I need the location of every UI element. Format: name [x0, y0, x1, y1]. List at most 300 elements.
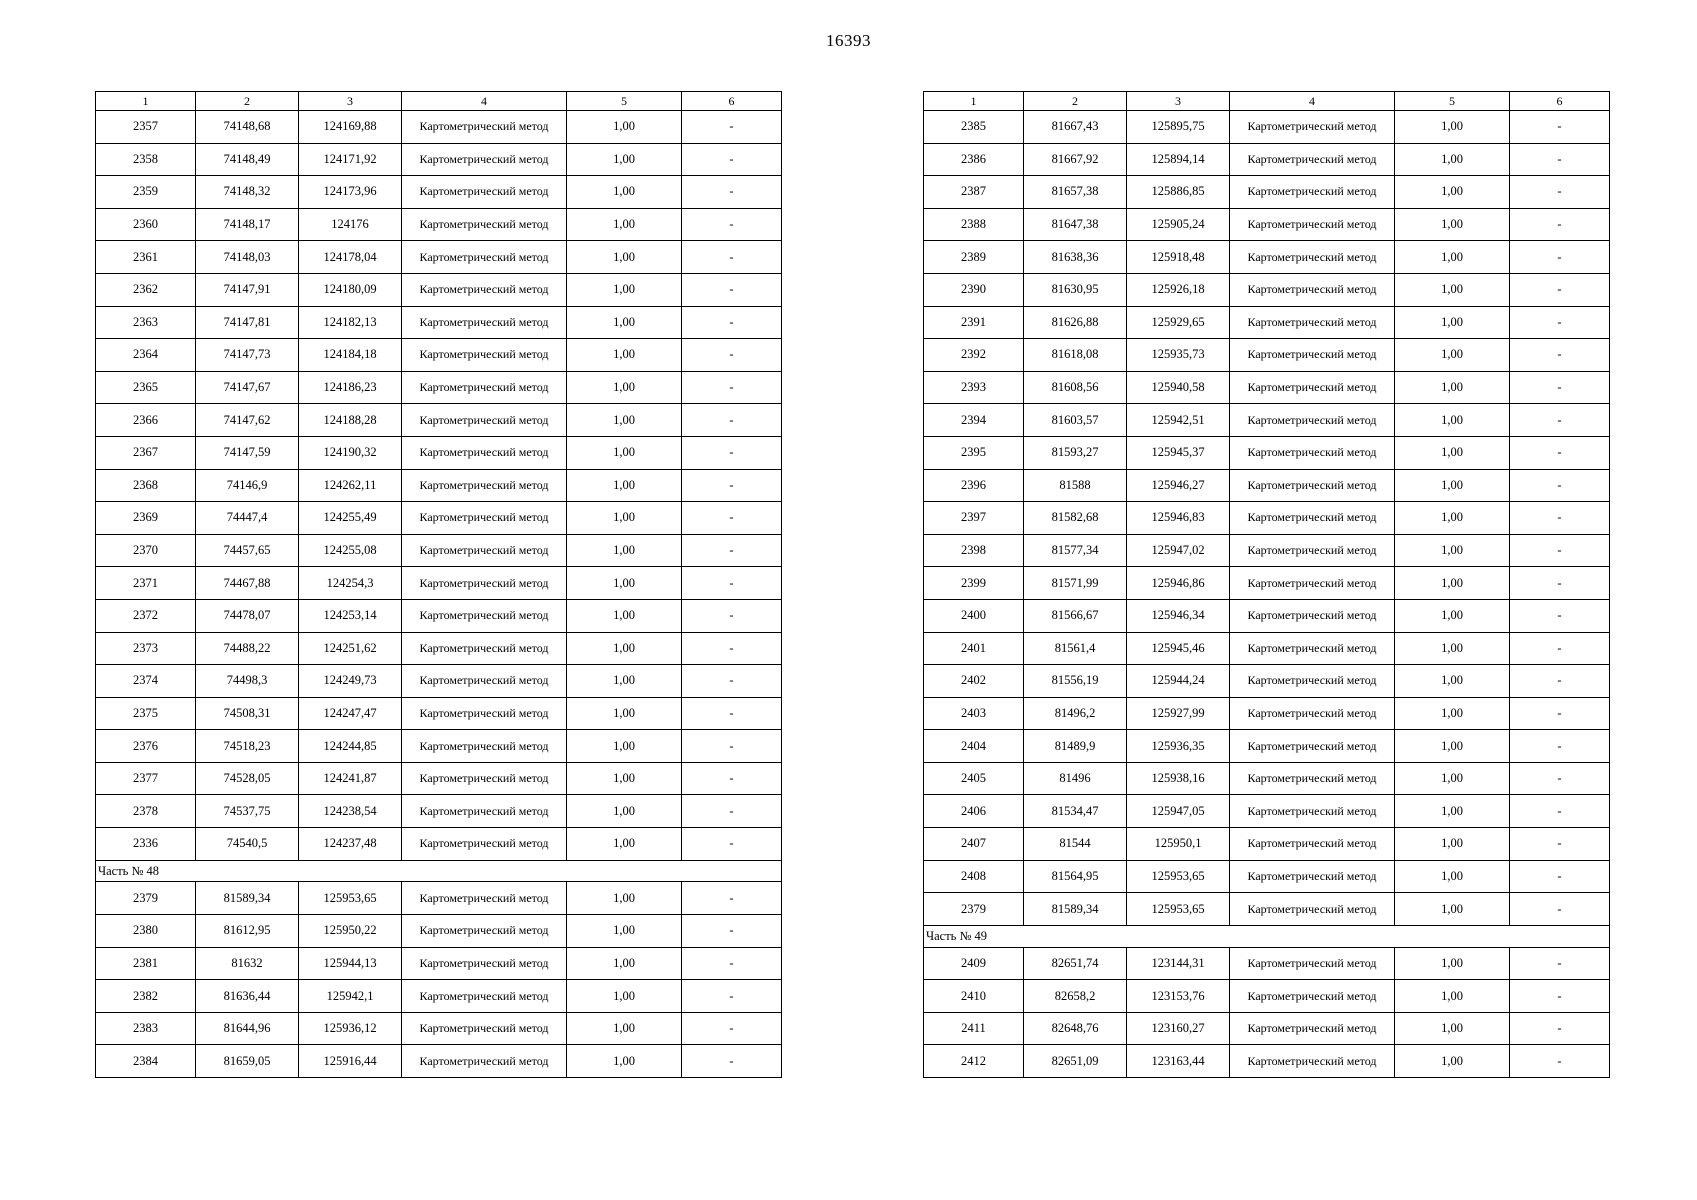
table-row — [924, 436, 1610, 469]
point-number-cell: 2384 — [96, 1045, 196, 1078]
x-coordinate-cell: 81496,2 — [1024, 697, 1127, 730]
table-header-row — [924, 92, 1610, 111]
note-cell: - — [682, 828, 782, 861]
x-coordinate-cell: 81603,57 — [1024, 404, 1127, 437]
accuracy-cell: 1,00 — [567, 795, 682, 828]
method-cell: Картометрический метод — [402, 697, 567, 730]
x-coordinate-cell: 81636,44 — [196, 980, 299, 1013]
x-coordinate-cell: 81589,34 — [1024, 893, 1127, 926]
note-cell: - — [682, 632, 782, 665]
method-cell: Картометрический метод — [402, 436, 567, 469]
x-coordinate-cell: 81577,34 — [1024, 534, 1127, 567]
method-cell: Картометрический метод — [402, 947, 567, 980]
x-coordinate-cell: 82651,74 — [1024, 947, 1127, 980]
point-number-cell: 2389 — [924, 241, 1024, 274]
y-coordinate-cell: 125946,27 — [1127, 469, 1230, 502]
y-coordinate-cell: 124262,11 — [299, 469, 402, 502]
y-coordinate-cell: 125944,13 — [299, 947, 402, 980]
table-row — [96, 828, 782, 861]
point-number-cell: 2381 — [96, 947, 196, 980]
y-coordinate-cell: 125953,65 — [1127, 893, 1230, 926]
note-cell: - — [1510, 697, 1610, 730]
point-number-cell: 2390 — [924, 273, 1024, 306]
table-row — [924, 208, 1610, 241]
table-row — [96, 567, 782, 600]
note-cell: - — [682, 1012, 782, 1045]
x-coordinate-cell: 74147,81 — [196, 306, 299, 339]
y-coordinate-cell: 124247,47 — [299, 697, 402, 730]
method-cell: Картометрический метод — [402, 730, 567, 763]
point-number-cell: 2371 — [96, 567, 196, 600]
method-cell: Картометрический метод — [1230, 111, 1395, 144]
point-number-cell: 2358 — [96, 143, 196, 176]
table-row — [924, 665, 1610, 698]
note-cell: - — [1510, 502, 1610, 535]
y-coordinate-cell: 124186,23 — [299, 371, 402, 404]
x-coordinate-cell: 81657,38 — [1024, 176, 1127, 209]
table-row — [924, 469, 1610, 502]
y-coordinate-cell: 124255,49 — [299, 502, 402, 535]
column-header: 6 — [682, 92, 782, 111]
note-cell: - — [1510, 1012, 1610, 1045]
point-number-cell: 2397 — [924, 502, 1024, 535]
accuracy-cell: 1,00 — [1395, 1045, 1510, 1078]
y-coordinate-cell: 125935,73 — [1127, 339, 1230, 372]
point-number-cell: 2359 — [96, 176, 196, 209]
x-coordinate-cell: 74148,49 — [196, 143, 299, 176]
note-cell: - — [682, 339, 782, 372]
note-cell: - — [682, 371, 782, 404]
accuracy-cell: 1,00 — [1395, 371, 1510, 404]
y-coordinate-cell: 125947,05 — [1127, 795, 1230, 828]
x-coordinate-cell: 74147,73 — [196, 339, 299, 372]
note-cell: - — [1510, 599, 1610, 632]
page-number: 16393 — [826, 31, 871, 50]
note-cell: - — [682, 567, 782, 600]
y-coordinate-cell: 124180,09 — [299, 273, 402, 306]
note-cell: - — [1510, 632, 1610, 665]
y-coordinate-cell: 125936,35 — [1127, 730, 1230, 763]
method-cell: Картометрический метод — [1230, 1045, 1395, 1078]
table-row — [924, 371, 1610, 404]
y-coordinate-cell: 124255,08 — [299, 534, 402, 567]
method-cell: Картометрический метод — [402, 882, 567, 915]
x-coordinate-cell: 81659,05 — [196, 1045, 299, 1078]
note-cell: - — [682, 1045, 782, 1078]
x-coordinate-cell: 74147,62 — [196, 404, 299, 437]
note-cell: - — [682, 176, 782, 209]
x-coordinate-cell: 74457,65 — [196, 534, 299, 567]
table-row — [96, 436, 782, 469]
method-cell: Картометрический метод — [402, 208, 567, 241]
x-coordinate-cell: 74147,91 — [196, 273, 299, 306]
method-cell: Картометрический метод — [1230, 534, 1395, 567]
x-coordinate-cell: 82658,2 — [1024, 980, 1127, 1013]
accuracy-cell: 1,00 — [567, 143, 682, 176]
note-cell: - — [1510, 143, 1610, 176]
method-cell: Картометрический метод — [1230, 828, 1395, 861]
x-coordinate-cell: 81667,43 — [1024, 111, 1127, 144]
column-header: 4 — [1230, 92, 1395, 111]
y-coordinate-cell: 125918,48 — [1127, 241, 1230, 274]
x-coordinate-cell: 81582,68 — [1024, 502, 1127, 535]
accuracy-cell: 1,00 — [567, 436, 682, 469]
method-cell: Картометрический метод — [402, 1045, 567, 1078]
accuracy-cell: 1,00 — [567, 273, 682, 306]
accuracy-cell: 1,00 — [567, 241, 682, 274]
note-cell: - — [1510, 208, 1610, 241]
method-cell: Картометрический метод — [402, 567, 567, 600]
method-cell: Картометрический метод — [402, 1012, 567, 1045]
y-coordinate-cell: 125942,51 — [1127, 404, 1230, 437]
table-row — [96, 502, 782, 535]
y-coordinate-cell: 125886,85 — [1127, 176, 1230, 209]
x-coordinate-cell: 81566,67 — [1024, 599, 1127, 632]
accuracy-cell: 1,00 — [1395, 306, 1510, 339]
x-coordinate-cell: 81544 — [1024, 828, 1127, 861]
accuracy-cell: 1,00 — [1395, 860, 1510, 893]
accuracy-cell: 1,00 — [567, 730, 682, 763]
table-row — [96, 795, 782, 828]
point-number-cell: 2369 — [96, 502, 196, 535]
accuracy-cell: 1,00 — [567, 306, 682, 339]
accuracy-cell: 1,00 — [1395, 436, 1510, 469]
point-number-cell: 2336 — [96, 828, 196, 861]
point-number-cell: 2370 — [96, 534, 196, 567]
table-row — [924, 599, 1610, 632]
accuracy-cell: 1,00 — [1395, 893, 1510, 926]
note-cell: - — [682, 241, 782, 274]
method-cell: Картометрический метод — [1230, 697, 1395, 730]
table-row — [96, 176, 782, 209]
x-coordinate-cell: 74518,23 — [196, 730, 299, 763]
method-cell: Картометрический метод — [402, 632, 567, 665]
accuracy-cell: 1,00 — [1395, 795, 1510, 828]
x-coordinate-cell: 81534,47 — [1024, 795, 1127, 828]
y-coordinate-cell: 124176 — [299, 208, 402, 241]
accuracy-cell: 1,00 — [567, 980, 682, 1013]
accuracy-cell: 1,00 — [567, 599, 682, 632]
coordinates-table-right — [923, 91, 1610, 1078]
accuracy-cell: 1,00 — [1395, 404, 1510, 437]
method-cell: Картометрический метод — [1230, 404, 1395, 437]
note-cell: - — [682, 436, 782, 469]
table-row — [96, 111, 782, 144]
method-cell: Картометрический метод — [402, 534, 567, 567]
method-cell: Картометрический метод — [402, 273, 567, 306]
x-coordinate-cell: 74147,59 — [196, 436, 299, 469]
method-cell: Картометрический метод — [1230, 1012, 1395, 1045]
point-number-cell: 2388 — [924, 208, 1024, 241]
x-coordinate-cell: 81632 — [196, 947, 299, 980]
point-number-cell: 2376 — [96, 730, 196, 763]
y-coordinate-cell: 125916,44 — [299, 1045, 402, 1078]
note-cell: - — [1510, 1045, 1610, 1078]
coordinates-table-left — [95, 91, 782, 1078]
method-cell: Картометрический метод — [1230, 176, 1395, 209]
method-cell: Картометрический метод — [402, 828, 567, 861]
table-row — [96, 915, 782, 948]
column-header: 3 — [1127, 92, 1230, 111]
point-number-cell: 2394 — [924, 404, 1024, 437]
point-number-cell: 2400 — [924, 599, 1024, 632]
table-row — [924, 1012, 1610, 1045]
table-row — [96, 599, 782, 632]
accuracy-cell: 1,00 — [1395, 730, 1510, 763]
column-header: 3 — [299, 92, 402, 111]
table-row — [924, 762, 1610, 795]
table-row — [96, 665, 782, 698]
accuracy-cell: 1,00 — [567, 567, 682, 600]
point-number-cell: 2395 — [924, 436, 1024, 469]
note-cell: - — [1510, 339, 1610, 372]
y-coordinate-cell: 124169,88 — [299, 111, 402, 144]
table-row — [96, 632, 782, 665]
accuracy-cell: 1,00 — [567, 632, 682, 665]
point-number-cell: 2409 — [924, 947, 1024, 980]
point-number-cell: 2362 — [96, 273, 196, 306]
note-cell: - — [682, 502, 782, 535]
table-row — [96, 882, 782, 915]
note-cell: - — [1510, 980, 1610, 1013]
y-coordinate-cell: 125947,02 — [1127, 534, 1230, 567]
accuracy-cell: 1,00 — [1395, 339, 1510, 372]
y-coordinate-cell: 125929,65 — [1127, 306, 1230, 339]
y-coordinate-cell: 125950,22 — [299, 915, 402, 948]
x-coordinate-cell: 74478,07 — [196, 599, 299, 632]
accuracy-cell: 1,00 — [567, 947, 682, 980]
accuracy-cell: 1,00 — [1395, 208, 1510, 241]
method-cell: Картометрический метод — [402, 176, 567, 209]
note-cell: - — [682, 980, 782, 1013]
method-cell: Картометрический метод — [1230, 860, 1395, 893]
note-cell: - — [1510, 436, 1610, 469]
table-row — [924, 567, 1610, 600]
method-cell: Картометрический метод — [402, 795, 567, 828]
method-cell: Картометрический метод — [402, 339, 567, 372]
accuracy-cell: 1,00 — [1395, 947, 1510, 980]
column-header: 5 — [567, 92, 682, 111]
accuracy-cell: 1,00 — [567, 371, 682, 404]
y-coordinate-cell: 125894,14 — [1127, 143, 1230, 176]
accuracy-cell: 1,00 — [1395, 632, 1510, 665]
point-number-cell: 2357 — [96, 111, 196, 144]
y-coordinate-cell: 124188,28 — [299, 404, 402, 437]
column-header: 1 — [96, 92, 196, 111]
y-coordinate-cell: 123144,31 — [1127, 947, 1230, 980]
note-cell: - — [1510, 273, 1610, 306]
method-cell: Картометрический метод — [1230, 502, 1395, 535]
accuracy-cell: 1,00 — [1395, 828, 1510, 861]
accuracy-cell: 1,00 — [1395, 980, 1510, 1013]
note-cell: - — [682, 697, 782, 730]
point-number-cell: 2402 — [924, 665, 1024, 698]
x-coordinate-cell: 81638,36 — [1024, 241, 1127, 274]
point-number-cell: 2393 — [924, 371, 1024, 404]
note-cell: - — [1510, 860, 1610, 893]
y-coordinate-cell: 124190,32 — [299, 436, 402, 469]
table-row — [96, 143, 782, 176]
note-cell: - — [682, 306, 782, 339]
accuracy-cell: 1,00 — [567, 534, 682, 567]
x-coordinate-cell: 81626,88 — [1024, 306, 1127, 339]
table-row — [924, 1045, 1610, 1078]
part-heading: Часть № 49 — [924, 925, 1610, 947]
accuracy-cell: 1,00 — [1395, 241, 1510, 274]
point-number-cell: 2387 — [924, 176, 1024, 209]
y-coordinate-cell: 124171,92 — [299, 143, 402, 176]
method-cell: Картометрический метод — [402, 599, 567, 632]
point-number-cell: 2399 — [924, 567, 1024, 600]
x-coordinate-cell: 81571,99 — [1024, 567, 1127, 600]
y-coordinate-cell: 125945,46 — [1127, 632, 1230, 665]
part-heading-row — [924, 925, 1610, 947]
y-coordinate-cell: 125945,37 — [1127, 436, 1230, 469]
point-number-cell: 2364 — [96, 339, 196, 372]
point-number-cell: 2404 — [924, 730, 1024, 763]
point-number-cell: 2383 — [96, 1012, 196, 1045]
method-cell: Картометрический метод — [1230, 599, 1395, 632]
method-cell: Картометрический метод — [1230, 947, 1395, 980]
point-number-cell: 2410 — [924, 980, 1024, 1013]
y-coordinate-cell: 125905,24 — [1127, 208, 1230, 241]
table-row — [924, 176, 1610, 209]
accuracy-cell: 1,00 — [567, 882, 682, 915]
method-cell: Картометрический метод — [1230, 273, 1395, 306]
x-coordinate-cell: 81556,19 — [1024, 665, 1127, 698]
note-cell: - — [1510, 795, 1610, 828]
y-coordinate-cell: 125946,83 — [1127, 502, 1230, 535]
note-cell: - — [682, 208, 782, 241]
table-row — [924, 143, 1610, 176]
table-row — [924, 795, 1610, 828]
table-row — [96, 980, 782, 1013]
point-number-cell: 2378 — [96, 795, 196, 828]
y-coordinate-cell: 125953,65 — [1127, 860, 1230, 893]
point-number-cell: 2411 — [924, 1012, 1024, 1045]
accuracy-cell: 1,00 — [567, 665, 682, 698]
note-cell: - — [1510, 947, 1610, 980]
note-cell: - — [682, 273, 782, 306]
method-cell: Картометрический метод — [402, 371, 567, 404]
table-row — [96, 371, 782, 404]
accuracy-cell: 1,00 — [1395, 273, 1510, 306]
accuracy-cell: 1,00 — [567, 502, 682, 535]
x-coordinate-cell: 74148,17 — [196, 208, 299, 241]
method-cell: Картометрический метод — [402, 915, 567, 948]
table-row — [924, 860, 1610, 893]
method-cell: Картометрический метод — [1230, 306, 1395, 339]
x-coordinate-cell: 81644,96 — [196, 1012, 299, 1045]
note-cell: - — [682, 795, 782, 828]
y-coordinate-cell: 124238,54 — [299, 795, 402, 828]
note-cell: - — [682, 111, 782, 144]
accuracy-cell: 1,00 — [567, 697, 682, 730]
table-row — [924, 947, 1610, 980]
y-coordinate-cell: 124251,62 — [299, 632, 402, 665]
point-number-cell: 2373 — [96, 632, 196, 665]
x-coordinate-cell: 74148,03 — [196, 241, 299, 274]
table-row — [96, 1012, 782, 1045]
note-cell: - — [1510, 241, 1610, 274]
y-coordinate-cell: 124241,87 — [299, 762, 402, 795]
y-coordinate-cell: 124184,18 — [299, 339, 402, 372]
table-row — [96, 469, 782, 502]
note-cell: - — [682, 730, 782, 763]
table-row — [924, 980, 1610, 1013]
accuracy-cell: 1,00 — [567, 762, 682, 795]
x-coordinate-cell: 74540,5 — [196, 828, 299, 861]
accuracy-cell: 1,00 — [567, 828, 682, 861]
note-cell: - — [682, 534, 782, 567]
method-cell: Картометрический метод — [402, 241, 567, 274]
x-coordinate-cell: 81564,95 — [1024, 860, 1127, 893]
method-cell: Картометрический метод — [402, 404, 567, 437]
point-number-cell: 2408 — [924, 860, 1024, 893]
x-coordinate-cell: 81630,95 — [1024, 273, 1127, 306]
accuracy-cell: 1,00 — [567, 469, 682, 502]
method-cell: Картометрический метод — [402, 502, 567, 535]
method-cell: Картометрический метод — [402, 762, 567, 795]
y-coordinate-cell: 125950,1 — [1127, 828, 1230, 861]
note-cell: - — [1510, 730, 1610, 763]
point-number-cell: 2365 — [96, 371, 196, 404]
table-row — [96, 241, 782, 274]
accuracy-cell: 1,00 — [1395, 665, 1510, 698]
column-header: 4 — [402, 92, 567, 111]
note-cell: - — [682, 915, 782, 948]
y-coordinate-cell: 124182,13 — [299, 306, 402, 339]
method-cell: Картометрический метод — [1230, 632, 1395, 665]
y-coordinate-cell: 125946,86 — [1127, 567, 1230, 600]
x-coordinate-cell: 81496 — [1024, 762, 1127, 795]
y-coordinate-cell: 125942,1 — [299, 980, 402, 1013]
note-cell: - — [1510, 828, 1610, 861]
note-cell: - — [682, 469, 782, 502]
table-header-row — [96, 92, 782, 111]
note-cell: - — [1510, 306, 1610, 339]
accuracy-cell: 1,00 — [1395, 534, 1510, 567]
table-row — [924, 111, 1610, 144]
y-coordinate-cell: 124237,48 — [299, 828, 402, 861]
point-number-cell: 2380 — [96, 915, 196, 948]
note-cell: - — [1510, 665, 1610, 698]
note-cell: - — [1510, 893, 1610, 926]
point-number-cell: 2375 — [96, 697, 196, 730]
method-cell: Картометрический метод — [1230, 665, 1395, 698]
accuracy-cell: 1,00 — [1395, 176, 1510, 209]
table-row — [924, 502, 1610, 535]
table-row — [924, 697, 1610, 730]
accuracy-cell: 1,00 — [567, 111, 682, 144]
point-number-cell: 2391 — [924, 306, 1024, 339]
x-coordinate-cell: 74447,4 — [196, 502, 299, 535]
method-cell: Картометрический метод — [1230, 730, 1395, 763]
method-cell: Картометрический метод — [402, 143, 567, 176]
accuracy-cell: 1,00 — [1395, 762, 1510, 795]
y-coordinate-cell: 125926,18 — [1127, 273, 1230, 306]
accuracy-cell: 1,00 — [1395, 599, 1510, 632]
point-number-cell: 2406 — [924, 795, 1024, 828]
x-coordinate-cell: 81647,38 — [1024, 208, 1127, 241]
method-cell: Картометрический метод — [1230, 371, 1395, 404]
x-coordinate-cell: 74498,3 — [196, 665, 299, 698]
point-number-cell: 2382 — [96, 980, 196, 1013]
x-coordinate-cell: 74146,9 — [196, 469, 299, 502]
y-coordinate-cell: 124178,04 — [299, 241, 402, 274]
method-cell: Картометрический метод — [1230, 436, 1395, 469]
point-number-cell: 2372 — [96, 599, 196, 632]
